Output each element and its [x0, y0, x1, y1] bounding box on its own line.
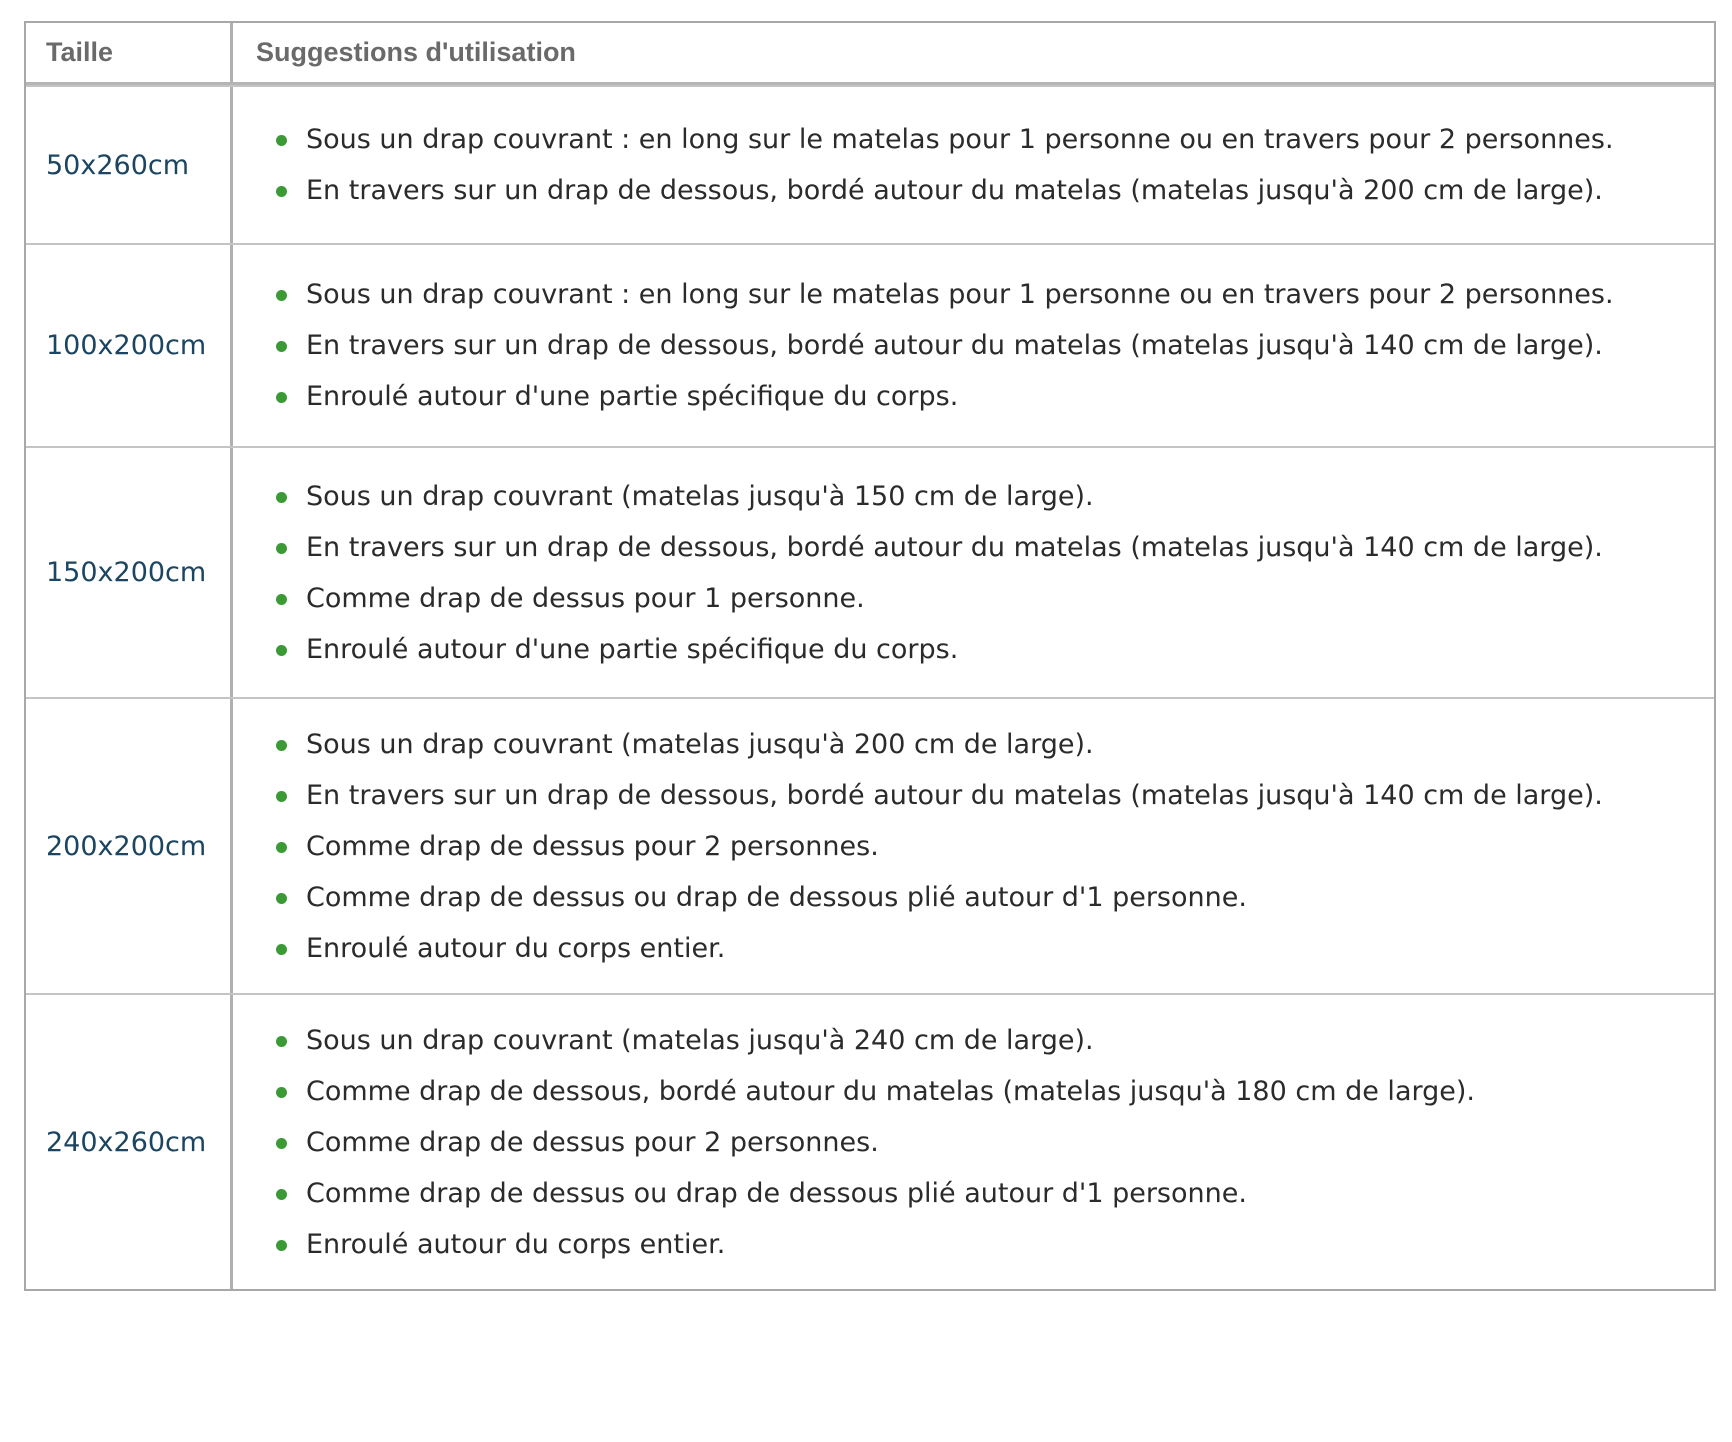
use-text: Enroulé autour d'une partie spécifique du corps. [306, 381, 959, 412]
list-item [275, 1168, 1475, 1219]
bullet-icon [276, 740, 287, 751]
bullet-icon [276, 341, 287, 352]
list-item [275, 1066, 1475, 1117]
list-item [275, 114, 1614, 165]
bullet-icon [276, 791, 287, 802]
bullet-icon [276, 543, 287, 554]
uses-list [275, 269, 1614, 422]
size-cell: 240x260cm [26, 995, 233, 1289]
use-text: Comme drap de dessus ou drap de dessous plié autour d'1 personne. [306, 881, 1247, 913]
list-item [275, 624, 1603, 675]
uses-cell [233, 245, 1714, 446]
bullet-icon [276, 1240, 287, 1251]
table-row [26, 446, 1714, 697]
table-row [26, 993, 1714, 1289]
list-item [275, 923, 1603, 974]
table-row [26, 697, 1714, 993]
column-header-uses: Suggestions d'utilisation [256, 37, 576, 67]
table-header-row [26, 23, 1714, 85]
list-item [275, 1117, 1475, 1168]
bullet-icon [276, 594, 287, 605]
bullet-icon [276, 842, 287, 853]
bullet-icon [276, 135, 287, 146]
use-text: Enroulé autour du corps entier. [306, 1228, 726, 1260]
list-item [275, 320, 1614, 371]
bullet-icon [276, 944, 287, 955]
uses-cell [233, 87, 1714, 243]
uses-list [275, 471, 1603, 675]
list-item [275, 1219, 1475, 1270]
use-text: Comme drap de dessous, bordé autour du matelas (matelas jusqu'à 180 cm de large). [306, 1075, 1475, 1107]
table-row [26, 243, 1714, 446]
size-usage-table [24, 21, 1716, 1291]
bullet-icon [276, 186, 287, 197]
use-text: Enroulé autour d'une partie spécifique du corps. [306, 633, 959, 665]
list-item [275, 719, 1603, 770]
list-item [275, 269, 1614, 320]
use-text: Sous un drap couvrant (matelas jusqu'à 240 cm de large). [306, 1024, 1094, 1056]
use-text: Comme drap de dessus pour 2 personnes. [306, 1126, 879, 1158]
use-text: Sous un drap couvrant (matelas jusqu'à 200 cm de large). [306, 728, 1094, 760]
size-cell: 200x200cm [26, 699, 233, 993]
list-item [275, 165, 1614, 216]
list-item [275, 471, 1603, 522]
use-text: En travers sur un drap de dessous, bordé autour du matelas (matelas jusqu'à 140 cm de large). [306, 531, 1603, 563]
bullet-icon [276, 392, 287, 403]
list-item [275, 872, 1603, 923]
uses-cell [233, 448, 1714, 697]
use-text: Comme drap de dessus ou drap de dessous plié autour d'1 personne. [306, 1177, 1247, 1209]
list-item [275, 371, 1614, 422]
uses-cell [233, 995, 1714, 1289]
column-header-size: Taille [26, 23, 233, 82]
list-item [275, 821, 1603, 872]
uses-list [275, 1015, 1475, 1270]
bullet-icon [276, 1036, 287, 1047]
bullet-icon [276, 290, 287, 301]
use-text: Sous un drap couvrant (matelas jusqu'à 150 cm de large). [306, 480, 1094, 512]
use-text: Sous un drap couvrant : en long sur le matelas pour 1 personne ou en travers pour 2 personnes. [306, 124, 1614, 155]
bullet-icon [276, 1087, 287, 1098]
bullet-icon [276, 645, 287, 656]
bullet-icon [276, 1189, 287, 1200]
use-text: Comme drap de dessus pour 1 personne. [306, 582, 865, 614]
use-text: En travers sur un drap de dessous, bordé autour du matelas (matelas jusqu'à 140 cm de large). [306, 779, 1603, 811]
table-body [26, 85, 1714, 1289]
uses-list [275, 114, 1614, 216]
list-item [275, 770, 1603, 821]
bullet-icon [276, 492, 287, 503]
use-text: Sous un drap couvrant : en long sur le matelas pour 1 personne ou en travers pour 2 personnes. [306, 279, 1614, 310]
uses-list [275, 719, 1603, 974]
uses-cell [233, 699, 1714, 993]
size-cell: 100x200cm [26, 245, 233, 446]
list-item [275, 573, 1603, 624]
list-item [275, 1015, 1475, 1066]
use-text: En travers sur un drap de dessous, bordé autour du matelas (matelas jusqu'à 200 cm de large). [306, 175, 1603, 206]
bullet-icon [276, 1138, 287, 1149]
size-cell: 50x260cm [26, 87, 233, 243]
use-text: Enroulé autour du corps entier. [306, 932, 726, 964]
use-text: En travers sur un drap de dessous, bordé autour du matelas (matelas jusqu'à 140 cm de large). [306, 330, 1603, 361]
use-text: Comme drap de dessus pour 2 personnes. [306, 830, 879, 862]
size-cell: 150x200cm [26, 448, 233, 697]
bullet-icon [276, 893, 287, 904]
list-item [275, 522, 1603, 573]
table-row [26, 85, 1714, 243]
